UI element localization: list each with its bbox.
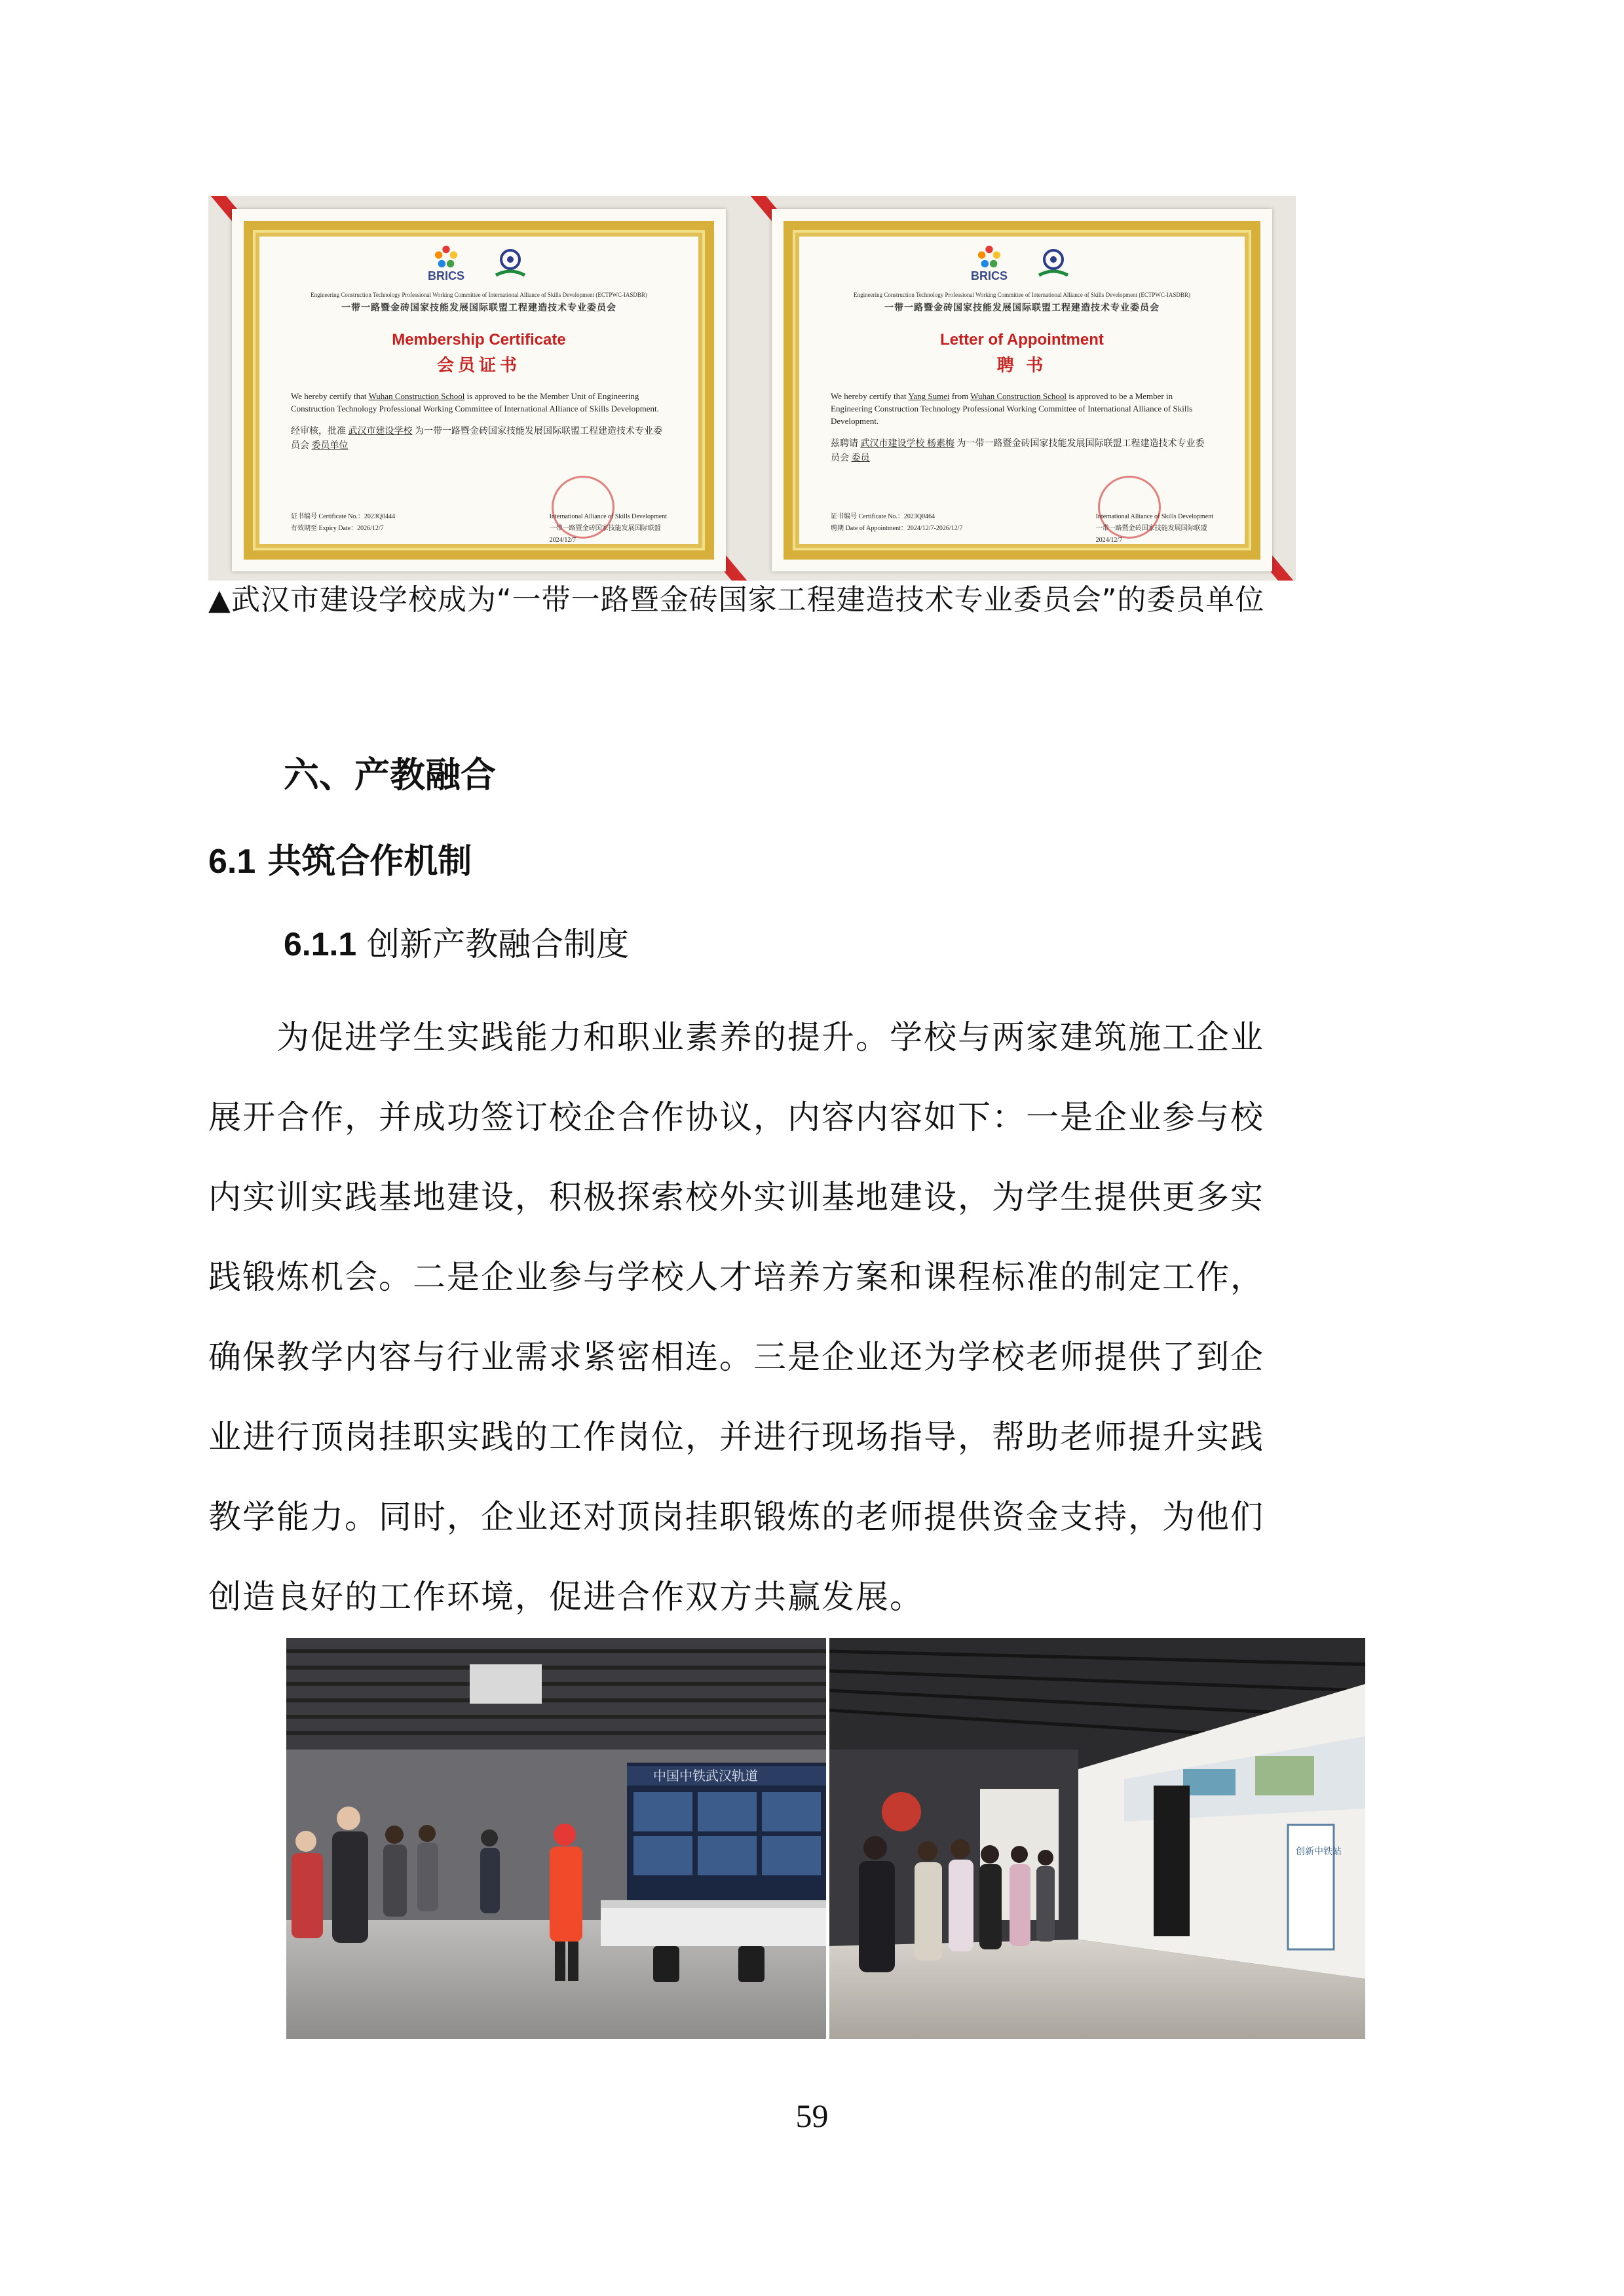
wall-sign: 创新中铁站	[1296, 1846, 1342, 1857]
official-seal	[1098, 476, 1161, 539]
certificate-number: 证书编号 Certificate No.：2023Q0464	[831, 513, 935, 520]
section-heading: 六、产教融合	[284, 754, 496, 795]
certificate-paper	[232, 209, 726, 571]
official-seal	[552, 476, 614, 539]
subsubsection-heading	[284, 918, 629, 965]
subsection-heading	[208, 833, 472, 883]
issuer-en: International Alliance of Skills Development	[1095, 513, 1213, 520]
certificate-body-cn: 兹聘请 武汉市建设学校 杨素梅 为一带一路暨金砖国家技能发展国际联盟工程建造技术专业委员会 委员	[831, 438, 1205, 463]
issue-date: 2024/12/7	[1095, 537, 1123, 544]
certificate-org-cn: 一带一路暨金砖国家技能发展国际联盟工程建造技术专业委员会	[341, 303, 616, 313]
issuer-cn: 一带一路暨金砖国家技能发展国际联盟	[549, 525, 661, 532]
figure-caption: ▲武汉市建设学校成为“一带一路暨金砖国家工程建造技术专业委员会”的委员单位	[208, 583, 1265, 617]
appointment-letter-photo	[748, 196, 1296, 581]
paragraph-line: 业进行顶岗挂职实践的工作岗位，并进行现场指导，帮助老师提升实践	[208, 1418, 1264, 1456]
subsection-title: 共筑合作机制	[255, 842, 472, 881]
exhibition-hall-photo	[829, 1638, 1365, 2039]
paragraph-line: 确保教学内容与行业需求紧密相连。三是企业还为学校老师提供了到企	[208, 1338, 1264, 1376]
paragraph-line: 内实训实践基地建设，积极探索校外实训基地建设，为学生提供更多实	[208, 1178, 1264, 1216]
appointment-period: 聘期 Date of Appointment：2024/12/7-2026/12/7	[831, 525, 963, 532]
page-number: 59	[795, 2097, 829, 2134]
brics-text: BRICS	[970, 269, 1008, 282]
subsubsection-number: 6.1.1	[284, 926, 357, 963]
issuer-cn: 一带一路暨金砖国家技能发展国际联盟	[1095, 525, 1207, 532]
certificate-number: 证书编号 Certificate No.：2023Q0444	[291, 513, 396, 520]
certificate-title-en: Membership Certificate	[392, 331, 566, 349]
paragraph-line: 践锻炼机会。二是企业参与学校人才培养方案和课程标准的制定工作，	[208, 1258, 1264, 1296]
certificate-body-en: We hereby certify that Yang Sumei from Wuhan Construction School is approved to be a Member in Engineering Construction Technology Professional Working Committee of International Alliance of Skills Development.	[831, 391, 1193, 426]
certificate-expiry: 有效期至 Expiry Date：2026/12/7	[291, 525, 384, 532]
membership-certificate-photo	[208, 196, 749, 581]
subsection-number: 6.1	[208, 843, 256, 881]
paragraph-line: 为促进学生实践能力和职业素养的提升。学校与两家建筑施工企业	[208, 1018, 1264, 1056]
paragraph-line: 教学能力。同时，企业还对顶岗挂职锻炼的老师提供资金支持，为他们	[208, 1498, 1264, 1536]
control-room-photo	[286, 1638, 826, 2039]
appointee-name: Yang Sumei	[908, 391, 950, 401]
certificate-title-cn: 聘 书	[996, 356, 1048, 375]
paragraph-line: 展开合作，并成功签订校企合作协议，内容内容如下：一是企业参与校	[208, 1098, 1264, 1136]
certificate-org-cn: 一带一路暨金砖国家技能发展国际联盟工程建造技术专业委员会	[884, 303, 1160, 313]
brics-text: BRICS	[427, 269, 464, 282]
certificate-title-en: Letter of Appointment	[940, 331, 1104, 349]
certificate-paper	[772, 209, 1272, 571]
video-wall-banner: 中国中铁武汉轨道	[653, 1768, 758, 1784]
certificate-body-en: We hereby certify that Wuhan Construction School is approved to be the Member Unit of Engineering Construction Technology Professional Working Committee of International Alliance of Skills Development.	[291, 391, 659, 413]
certificate-title-cn: 会员证书	[436, 356, 521, 375]
exhibition-hall-illustration	[829, 1638, 1365, 2039]
certificate-org-en: Engineering Construction Technology Professional Working Committee of International Alliance of Skills Development (ECTPWC-IASDBR)	[854, 292, 1190, 298]
brics-star-icon	[434, 244, 459, 269]
brics-logo	[971, 244, 1008, 283]
issuer-en: International Alliance of Skills Development	[549, 513, 667, 520]
subsubsection-title: 创新产教融合制度	[356, 925, 630, 963]
brics-star-icon	[977, 244, 1002, 269]
certificate-org-en: Engineering Construction Technology Professional Working Committee of International Alliance of Skills Development (ECTPWC-IASDBR)	[311, 292, 647, 298]
certificate-body-cn: 经审核，批准 武汉市建设学校 为一带一路暨金砖国家技能发展国际联盟工程建造技术专业委员会 委员单位	[291, 426, 662, 451]
control-room-illustration	[286, 1638, 826, 2039]
iasd-logo-icon	[1034, 244, 1073, 283]
iasd-logo-icon	[491, 244, 530, 283]
brics-logo	[428, 244, 464, 283]
issue-date: 2024/12/7	[549, 537, 576, 544]
certified-unit-name: Wuhan Construction School	[368, 391, 465, 401]
paragraph-line: 创造良好的工作环境，促进合作双方共赢发展。	[208, 1578, 924, 1616]
